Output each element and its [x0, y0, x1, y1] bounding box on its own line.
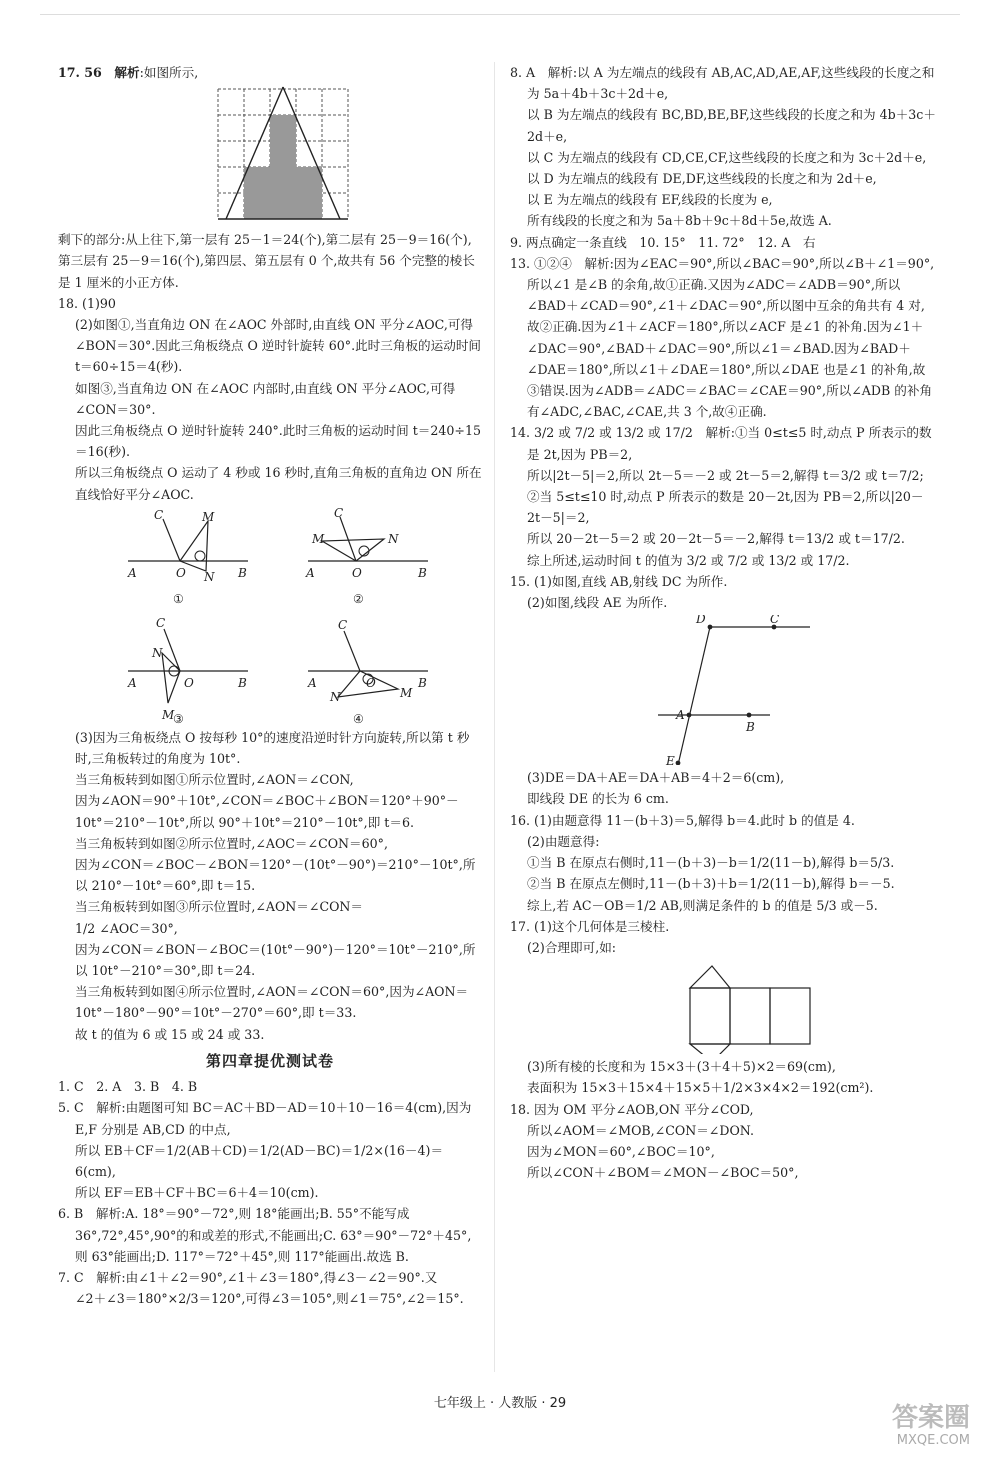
- svg-text:A: A: [128, 675, 137, 690]
- q16-line3: ②当 B 在原点左侧时,11－(b＋3)＋b＝1/2(11－b),解得 b＝－5.: [527, 876, 895, 892]
- svg-text:M: M: [162, 707, 175, 722]
- q14-line1: 所以|2t－5|＝2,所以 2t－5＝－2 或 2t－5＝2,解得 t＝3/2 或 t＝7/2;: [527, 467, 924, 483]
- q18-3-line6: 1/2 ∠AOC＝30°,: [75, 920, 178, 936]
- chapter-title: 第四章提优测试卷: [205, 1051, 334, 1070]
- q8-line2: 以 C 为左端点的线段有 CD,CE,CF,这些线段的长度之和为 3c＋2d＋e,: [527, 149, 927, 165]
- svg-text:③: ③: [173, 711, 184, 725]
- svg-text:O: O: [184, 675, 194, 690]
- q17-line1: (2)合理即可,如:: [527, 939, 617, 955]
- page-footer: 七年级上 · 人教版 · 29: [433, 1396, 567, 1411]
- rotation-figures-svg: [58, 507, 482, 725]
- svg-text:N: N: [152, 645, 163, 660]
- q14-line4: 综上所述,运动时间 t 的值为 3/2 或 7/2 或 13/2 或 17/2.: [527, 552, 850, 568]
- svg-text:①: ①: [173, 591, 184, 606]
- q17-body: 剩下的部分:从上往下,第一层有 25－1＝24(个),第二层有 25－9＝16(个),第三层有 25－9＝16(个),第四层、第五层有 0 个,故共有 56 个完整的棱长是 1 厘米的小正方体.: [58, 232, 475, 290]
- svg-text:B: B: [746, 720, 755, 735]
- q8-line1: 以 B 为左端点的线段有 BC,BD,BE,BF,这些线段的长度之和为 4b＋3c＋2d＋e,: [527, 107, 936, 144]
- q18-3-line8: 当三角板转到如图④所示位置时,∠AON＝∠CON＝60°,因为∠AON＝10t°－180°－90°＝10t°－270°＝60°,即 t＝33.: [75, 984, 469, 1021]
- svg-text:A: A: [676, 708, 685, 723]
- q16-line1: (2)由题意得:: [527, 833, 600, 849]
- column-divider: [494, 62, 495, 1372]
- q18-3-line9: 故 t 的值为 6 或 15 或 24 或 33.: [75, 1026, 265, 1042]
- svg-text:B: B: [418, 675, 427, 690]
- q17-head: 17. 56 解析:如图所示,: [58, 65, 199, 80]
- q18-line0: 18. (1)90: [58, 295, 116, 311]
- prism-net-svg: [510, 960, 936, 1054]
- q7-line0: 7. C 解析:由∠1＋∠2＝90°,∠1＋∠3＝180°,得∠3－∠2＝90°.又: [58, 1269, 438, 1285]
- svg-text:A: A: [308, 675, 317, 690]
- q18-line3: 因此三角板绕点 O 逆时针旋转 240°.此时三角板的运动时间 t＝240÷15＝16(秒).: [75, 423, 482, 460]
- svg-text:O: O: [176, 565, 186, 580]
- q9-12-answers: 9. 两点确定一条直线 10. 15° 11. 72° 12. A 右: [510, 234, 816, 250]
- rotation-figures: [58, 507, 482, 725]
- top-rule: [40, 14, 960, 15]
- q7-line1: ∠2＋∠3＝180°×2/3＝120°,可得∠3＝105°,则∠1＝75°,∠2＝15°.: [75, 1291, 464, 1307]
- q18-line2: 如图③,当直角边 ON 在∠AOC 内部时,由直线 ON 平分∠AOC,可得∠CON＝30°.: [75, 380, 456, 417]
- svg-text:C: C: [334, 506, 344, 520]
- watermark: [892, 1403, 970, 1449]
- q18-r-line2: 因为∠MON＝60°,∠BOC＝10°,: [527, 1143, 715, 1159]
- q18-3-line0: (3)因为三角板绕点 O 按每秒 10°的速度沿逆时针方向旋转,所以第 t 秒时,三角板转过的角度为 10t°.: [75, 729, 470, 767]
- q18-3-line4: 因为∠CON＝∠BOC－∠BON＝120°－(10t°－90°)＝210°－10t°,所以 210°－10t°＝60°,即 t＝15.: [75, 857, 476, 894]
- q15-line3: 即线段 DE 的长为 6 cm.: [527, 791, 669, 807]
- svg-text:B: B: [238, 675, 247, 690]
- prism-net-figure: [510, 960, 936, 1054]
- svg-text:④: ④: [353, 711, 364, 725]
- svg-text:A: A: [128, 565, 137, 580]
- q16-line4: 综上,若 AC－OB＝1/2 AB,则满足条件的 b 的值是 5/3 或－5.: [527, 897, 878, 913]
- svg-text:N: N: [204, 569, 215, 584]
- svg-text:N: N: [388, 531, 399, 546]
- svg-text:D: D: [696, 615, 706, 627]
- q8-line5: 所有线段的长度之和为 5a＋8b＋9c＋8d＋5e,故选 A.: [527, 213, 832, 229]
- svg-text:M: M: [400, 685, 413, 700]
- q15-line0: 15. (1)如图,直线 AB,射线 DC 为所作.: [510, 573, 728, 589]
- svg-text:B: B: [418, 565, 427, 580]
- svg-text:O: O: [366, 675, 376, 690]
- svg-text:C: C: [154, 507, 164, 522]
- svg-text:B: B: [238, 565, 247, 580]
- svg-text:A: A: [306, 565, 315, 580]
- left-column: [58, 62, 482, 1309]
- q18-line4: 所以三角板绕点 O 运动了 4 秒或 16 秒时,直角三角板的直角边 ON 所在直线恰好平分∠AOC.: [75, 465, 482, 502]
- q5-line0: 5. C 解析:由题图可知 BC＝AC＋BD－AD＝10＋10－16＝4(cm),因为 E,F 分别是 AB,CD 的中点,: [58, 1100, 472, 1137]
- q18-3-line5: 当三角板转到如图③所示位置时,∠AON＝∠CON＝: [75, 899, 364, 915]
- q15-line1: (2)如图,线段 AE 为所作.: [527, 595, 668, 611]
- q14-line0: 14. 3/2 或 7/2 或 13/2 或 17/2 解析:①当 0≤t≤5 时,动点 P 所表示的数是 2t,因为 PB＝2,: [510, 425, 932, 462]
- lines-figure-svg: [510, 615, 936, 765]
- q5-line2: 所以 EF＝EB＋CF＋BC＝6＋4＝10(cm).: [75, 1185, 319, 1201]
- q14-line2: ②当 5≤t≤10 时,动点 P 所表示的数是 20－2t,因为 PB＝2,所以|20－2t－5|＝2,: [527, 489, 924, 526]
- q8-line3: 以 D 为左端点的线段有 DE,DF,这些线段的长度之和为 2d＋e,: [527, 171, 877, 187]
- svg-text:O: O: [352, 565, 362, 580]
- svg-text:E: E: [666, 754, 675, 766]
- q8-line4: 以 E 为左端点的线段有 EF,线段的长度为 e,: [527, 192, 773, 208]
- svg-text:②: ②: [353, 591, 364, 606]
- pyramid-grid-svg: [58, 85, 482, 227]
- q18-3-line7: 因为∠CON＝∠BON－∠BOC＝(10t°－90°)－120°＝10t°－210°,所以 10t°－210°＝30°,即 t＝24.: [75, 941, 476, 979]
- q18-r-line0: 18. 因为 OM 平分∠AOB,ON 平分∠COD,: [510, 1101, 754, 1117]
- svg-text:C: C: [156, 615, 166, 630]
- svg-text:C: C: [338, 617, 348, 632]
- q18-r-line3: 所以∠CON＋∠BOM＝∠MON－∠BOC＝50°,: [527, 1165, 799, 1181]
- q13-text: 13. ①②④ 解析:因为∠EAC＝90°,所以∠BAC＝90°,所以∠B＋∠1＝90°,所以∠1 是∠B 的余角,故①正确.又因为∠ADC＝∠ADB＝90°,所以∠BAD＋∠CAD＝90°,∠1＋∠DAC＝90°,所以图中互余的角共有 4 对,故②正确.因为∠1＋∠ACF＝180°,所以∠ACF 是∠1 的补角.因为∠1＋∠DAC＝90°,∠BAD＋∠DAC＝90°,所以∠1＝∠BAD.因为∠BAD＋∠DAE＝180°,所以∠1＋∠DAE＝180°,所以∠DAE 也是∠1 的补角,故③错误.因为∠ADB＝∠ADC＝∠BAC＝∠CAE＝90°,所以∠ADB 的补角有∠ADC,∠BAC,∠CAE,共 3 个,故④正确.: [510, 255, 935, 420]
- q17-line3: 表面积为 15×3＋15×4＋15×5＋1/2×3×4×2＝192(cm²).: [527, 1080, 874, 1096]
- watermark-url: MXQE.COM: [896, 1433, 970, 1448]
- q14-line3: 所以 20－2t－5＝2 或 20－2t－5＝－2,解得 t＝13/2 或 t＝17/2.: [527, 531, 905, 547]
- q17-line0: 17. (1)这个几何体是三棱柱.: [510, 918, 670, 934]
- q1-4-answers: 1. C 2. A 3. B 4. B: [58, 1079, 198, 1095]
- svg-text:M: M: [202, 509, 215, 524]
- right-column: [510, 62, 936, 1183]
- q18-3-line3: 当三角板转到如图②所示位置时,∠AOC＝∠CON＝60°,: [75, 835, 388, 851]
- svg-text:N: N: [330, 689, 341, 704]
- q6-text: 6. B 解析:A. 18°＝90°－72°,则 18°能画出;B. 55°不能写成 36°,72°,45°,90°的和或差的形式,不能画出;C. 63°＝90°－72°＋45°,则 63°能画出;D. 117°＝72°＋45°,则 117°能画出.故选 B.: [58, 1206, 472, 1264]
- watermark-title: 答案圈: [891, 1403, 970, 1433]
- q18-3-line2: 因为∠AON＝90°＋10t°,∠CON＝∠BOC＋∠BON＝120°＋90°－10t°＝210°－10t°,所以 90°＋10t°＝210°－10t°,即 t＝6.: [75, 793, 459, 830]
- q5-line1: 所以 EB＋CF＝1/2(AB＋CD)＝1/2(AD－BC)＝1/2×(16－4)＝6(cm),: [75, 1142, 444, 1179]
- lines-figure: [510, 615, 936, 765]
- svg-text:M: M: [312, 531, 325, 546]
- q16-line2: ①当 B 在原点右侧时,11－(b＋3)－b＝1/2(11－b),解得 b＝5/3.: [527, 855, 895, 871]
- pyramid-grid-figure: [58, 85, 482, 227]
- q18-3-line1: 当三角板转到如图①所示位置时,∠AON＝∠CON,: [75, 772, 354, 788]
- q18-r-line1: 所以∠AOM＝∠MOB,∠CON＝∠DON.: [527, 1122, 754, 1138]
- q17-line2: (3)所有棱的长度和为 15×3＋(3＋4＋5)×2＝69(cm),: [527, 1059, 836, 1075]
- q8-line0: 8. A 解析:以 A 为左端点的线段有 AB,AC,AD,AE,AF,这些线段的长度之和为 5a＋4b＋3c＋2d＋e,: [510, 65, 935, 102]
- q18-line1: (2)如图①,当直角边 ON 在∠AOC 外部时,由直线 ON 平分∠AOC,可得∠BON＝30°.因此三角板绕点 O 逆时针旋转 60°.此时三角板的运动时间 t＝60÷15＝4(秒).: [75, 317, 482, 375]
- svg-text:C: C: [770, 615, 780, 627]
- q15-line2: (3)DE＝DA＋AE＝DA＋AB＝4＋2＝6(cm),: [527, 770, 785, 786]
- q16-line0: 16. (1)由题意得 11－(b＋3)＝5,解得 b＝4.此时 b 的值是 4.: [510, 812, 855, 828]
